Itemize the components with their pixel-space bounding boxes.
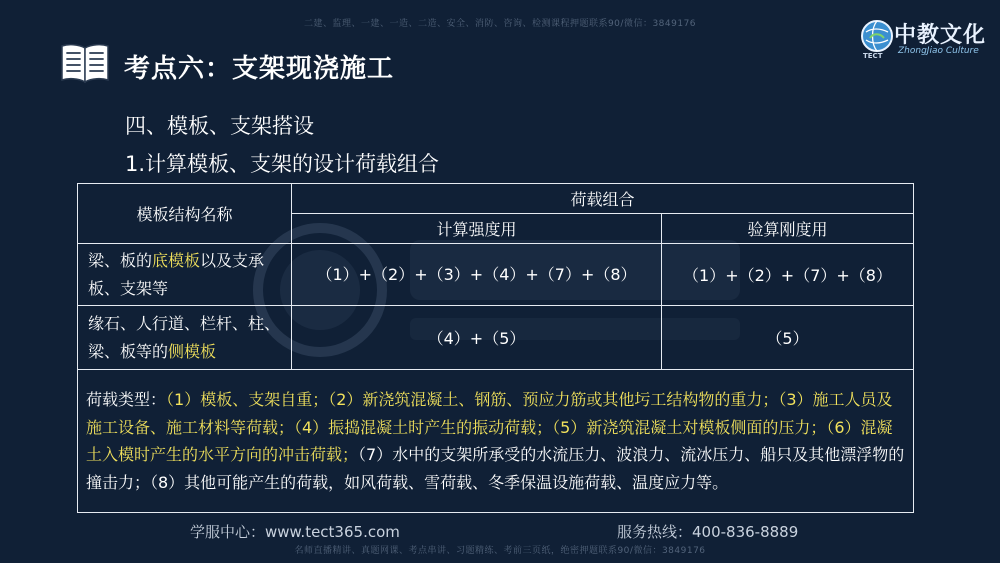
load-types-notes	[78, 370, 914, 513]
top-watermark-text: 二建、监理、一建、一造、二造、安全、消防、咨询、检测课程押题联系90/微信：3849176	[303, 19, 697, 29]
bottom-watermark-text: 名师直播精讲、真题网课、考点串讲、习题精练、考前三页纸，绝密押题联系90/微信：3849176	[294, 546, 706, 556]
header-structure-name: 模板结构名称	[78, 184, 292, 244]
logo-name: 中教文化	[894, 22, 987, 48]
load-combination-table	[77, 183, 914, 513]
row1-name-part1: 梁、板的	[88, 250, 153, 270]
notes-white: （7）水中的支架所承受的水流压力、波浪力、流冰压力、船只及其他漂浮物的撞击力；（8）其他可能产生的荷载，如风荷载、雪荷载、冬季保温设施荷载、温度应力等。	[86, 445, 905, 492]
row1-strength: （1）+（2）+（3）+（4）+（7）+（8）	[292, 244, 662, 306]
table-row	[78, 306, 914, 370]
footer-hotline: 服务热线：400-836-8889	[617, 523, 799, 541]
subsection-heading: 1.计算模板、支架的设计荷载组合	[125, 152, 440, 176]
notes-yellow: （1）模板、支架自重；（2）新浇筑混凝土、钢筋、预应力筋或其他圬工结构物的重力；（3）施工人员及施工设备、施工材料等荷载；（4）振捣混凝土时产生的振动荷载；（5）新浇筑混凝土对模板侧面的压力；（6）混凝土入模时产生的水平方向的冲击荷载；	[86, 390, 893, 464]
row1-name-highlight: 底模板	[152, 250, 201, 270]
header-strength: 计算强度用	[292, 214, 662, 244]
footer-website: 学服中心：www.tect365.com	[190, 523, 400, 541]
table-row	[78, 370, 914, 513]
page-title: 考点六：支架现浇施工	[124, 54, 395, 84]
row2-strength: （4）+（5）	[292, 306, 662, 370]
notes-label: 荷载类型：	[86, 390, 167, 409]
row2-name-highlight: 侧模板	[168, 341, 217, 361]
table-row	[78, 244, 914, 306]
header-load-group: 荷载组合	[292, 184, 914, 214]
row2-name	[78, 306, 292, 370]
logo-subtitle: ZhongJiao Culture	[898, 46, 979, 56]
header-rigidity: 验算刚度用	[662, 214, 914, 244]
section-heading: 四、模板、支架搭设	[125, 114, 314, 138]
row1-rigidity: （1）+（2）+（7）+（8）	[662, 244, 914, 306]
row1-name	[78, 244, 292, 306]
book-icon	[58, 40, 112, 86]
row1-name-part2: 以及支承板、支架等	[88, 250, 265, 298]
row2-name-part1: 缘石、人行道、栏杆、柱、梁、板等的	[88, 313, 281, 361]
row2-rigidity: （5）	[662, 306, 914, 370]
logo-abbr: TECT	[863, 52, 883, 60]
